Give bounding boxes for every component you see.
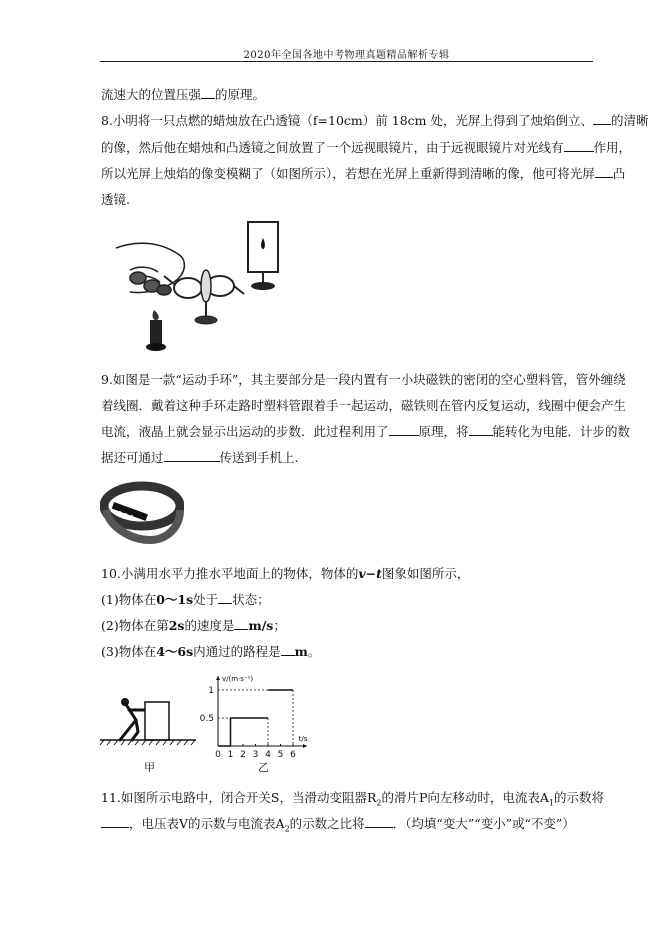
light-screen-icon	[248, 222, 278, 290]
q11-text-1a: 11.如图所示电路中，闭合开关S，当滑动变阻器R	[101, 790, 377, 805]
q10-blank-2[interactable]	[234, 618, 248, 630]
q9-text-4b: 传送到手机上.	[219, 450, 299, 465]
header-rule	[100, 61, 593, 62]
q10-sub-3	[101, 644, 320, 660]
q10-blank-3[interactable]	[281, 644, 295, 656]
fig-left-label: 甲	[144, 761, 155, 774]
q8-blank-2[interactable]	[564, 140, 594, 152]
q8-text-1: 8.小明将一只点燃的蜡烛放在凸透镜（f=10cm）前 18cm 处，光屏上得到了烛焰倒立、	[101, 113, 593, 128]
q10-s2-b: 的速度是	[184, 618, 235, 633]
y-axis-label: v/(m·s⁻¹)	[222, 675, 254, 683]
q10-s1-c: 状态；	[232, 592, 270, 607]
fitness-band-figure	[100, 476, 184, 548]
q8-line-1	[101, 113, 649, 129]
q9-blank-3[interactable]	[164, 450, 220, 462]
q11-text-2c: ．（均填“变大”“变小”或“不变”）	[392, 816, 575, 831]
q9-text-3a: 电流，液晶上就会显示出运动的步数．此过程利用了	[101, 424, 389, 439]
q11-text-1c: 的示数将	[554, 790, 605, 805]
velocity-series-line	[218, 690, 293, 746]
q10-intro	[101, 566, 469, 582]
q10-intro-b: 图象如图所示，	[381, 566, 470, 581]
q9-line-4	[101, 450, 299, 466]
q9-text-3c: 能转化为电能．计步的数	[492, 424, 631, 439]
q9-line-2: 着线圈．戴着这种手环走路时塑料管跟着手一起运动，磁铁则在管内反复运动，线圈中便会产生	[101, 398, 627, 413]
person-pushing-icon	[120, 698, 144, 740]
q9-blank-2[interactable]	[469, 424, 493, 436]
q10-s2-a: (2)物体在第	[101, 618, 169, 633]
y-tick-label-1: 1	[208, 686, 214, 696]
q7-text-b: 的原理。	[215, 87, 266, 102]
q8-text-1-end: 的清晰	[611, 113, 649, 128]
q8-text-3a: 所以光屏上烛焰的像变模糊了（如图所示），若想在光屏上重新得到清晰的像，他可将光屏	[101, 166, 595, 181]
q7-blank[interactable]	[201, 87, 215, 99]
vt-series	[218, 690, 293, 746]
q11-sub-a2: 2	[284, 824, 290, 834]
q10-s3-unit: m	[294, 644, 308, 659]
q9-blank-1[interactable]	[389, 424, 419, 436]
pushing-box-figure	[98, 682, 198, 752]
x-tick-label: 1	[227, 750, 234, 760]
q10-s2-c: ；	[273, 618, 286, 633]
x-tick-label: 0	[215, 750, 221, 760]
candle-icon	[146, 310, 166, 351]
q10-sub-1	[101, 592, 270, 608]
q11-text-1b: 的滑片P向左移动时，电流表A	[381, 790, 549, 805]
q9-line-3	[101, 424, 630, 440]
page-header: 2020年全国各地中考物理真题精品解析专辑	[243, 50, 450, 61]
q8-line-3	[101, 166, 625, 182]
q10-s2-time: 2s	[168, 618, 185, 633]
q8-text-2a: 的像，然后他在蜡烛和凸透镜之间放置了一个远视眼镜片，由于远视眼镜片对光线有	[101, 140, 564, 155]
q11-text-2b: 的示数之比将	[289, 816, 365, 831]
q11-line-1	[101, 790, 604, 812]
q11-blank-2[interactable]	[365, 816, 393, 828]
q8-text-3b: 凸	[612, 166, 626, 181]
q8-figure	[108, 216, 308, 364]
fig-right-label: 乙	[258, 761, 269, 774]
box-icon	[145, 702, 169, 740]
q10-s1-range: 0～1s	[156, 592, 194, 607]
y-tick-label-05: 0.5	[199, 714, 214, 724]
x-axis-label: t/s	[298, 735, 308, 743]
q8-blank-1[interactable]	[593, 113, 611, 125]
q8-text-2b: 作用，	[593, 140, 632, 155]
q10-s3-range: 4～6s	[156, 644, 194, 659]
q10-s3-a: (3)物体在	[101, 644, 157, 659]
fitness-band-icon	[104, 486, 180, 540]
q8-line-2	[101, 140, 631, 156]
q11-sub-a1: 1	[548, 798, 554, 808]
x-tick-label: 6	[290, 750, 296, 760]
x-tick-label: 2	[240, 750, 246, 760]
q11-line-2	[101, 816, 575, 838]
q8-line-4: 透镜.	[101, 192, 130, 207]
x-tick-label: 4	[265, 750, 271, 760]
vt-graph	[196, 672, 322, 768]
x-tick-label: 3	[252, 750, 259, 760]
q7-line	[101, 87, 265, 103]
q7-text-a: 流速大的位置压强	[101, 87, 202, 102]
q11-blank-1[interactable]	[101, 816, 129, 828]
q8-blank-3[interactable]	[595, 166, 613, 178]
q10-s1-a: (1)物体在	[101, 592, 157, 607]
q9-line-1: 9.如图是一款“运动手环”，其主要部分是一段内置有一小块磁铁的密闭的空心塑料管，管外缠绕	[101, 372, 626, 387]
q10-s3-b: 内通过的路程是	[193, 644, 281, 659]
q10-sub-2	[101, 618, 286, 634]
x-axis-arrow	[303, 744, 307, 748]
q11-sub-r2: 2	[376, 798, 382, 808]
q10-s1-b: 处于	[193, 592, 219, 607]
q9-text-3b: 原理，将	[418, 424, 469, 439]
x-tick-label: 5	[277, 750, 284, 760]
q9-text-4a: 据还可通过	[101, 450, 164, 465]
q10-intro-vt: v−t	[358, 566, 382, 581]
y-axis-arrow	[216, 676, 220, 680]
q10-intro-a: 10.小满用水平力推水平地面上的物体，物体的	[101, 566, 359, 581]
q11-text-2a: ，电压表V的示数与电流表A	[129, 816, 285, 831]
q10-s2-unit: m/s	[248, 618, 274, 633]
q10-s3-c: 。	[307, 644, 321, 659]
q10-blank-1[interactable]	[218, 592, 232, 604]
